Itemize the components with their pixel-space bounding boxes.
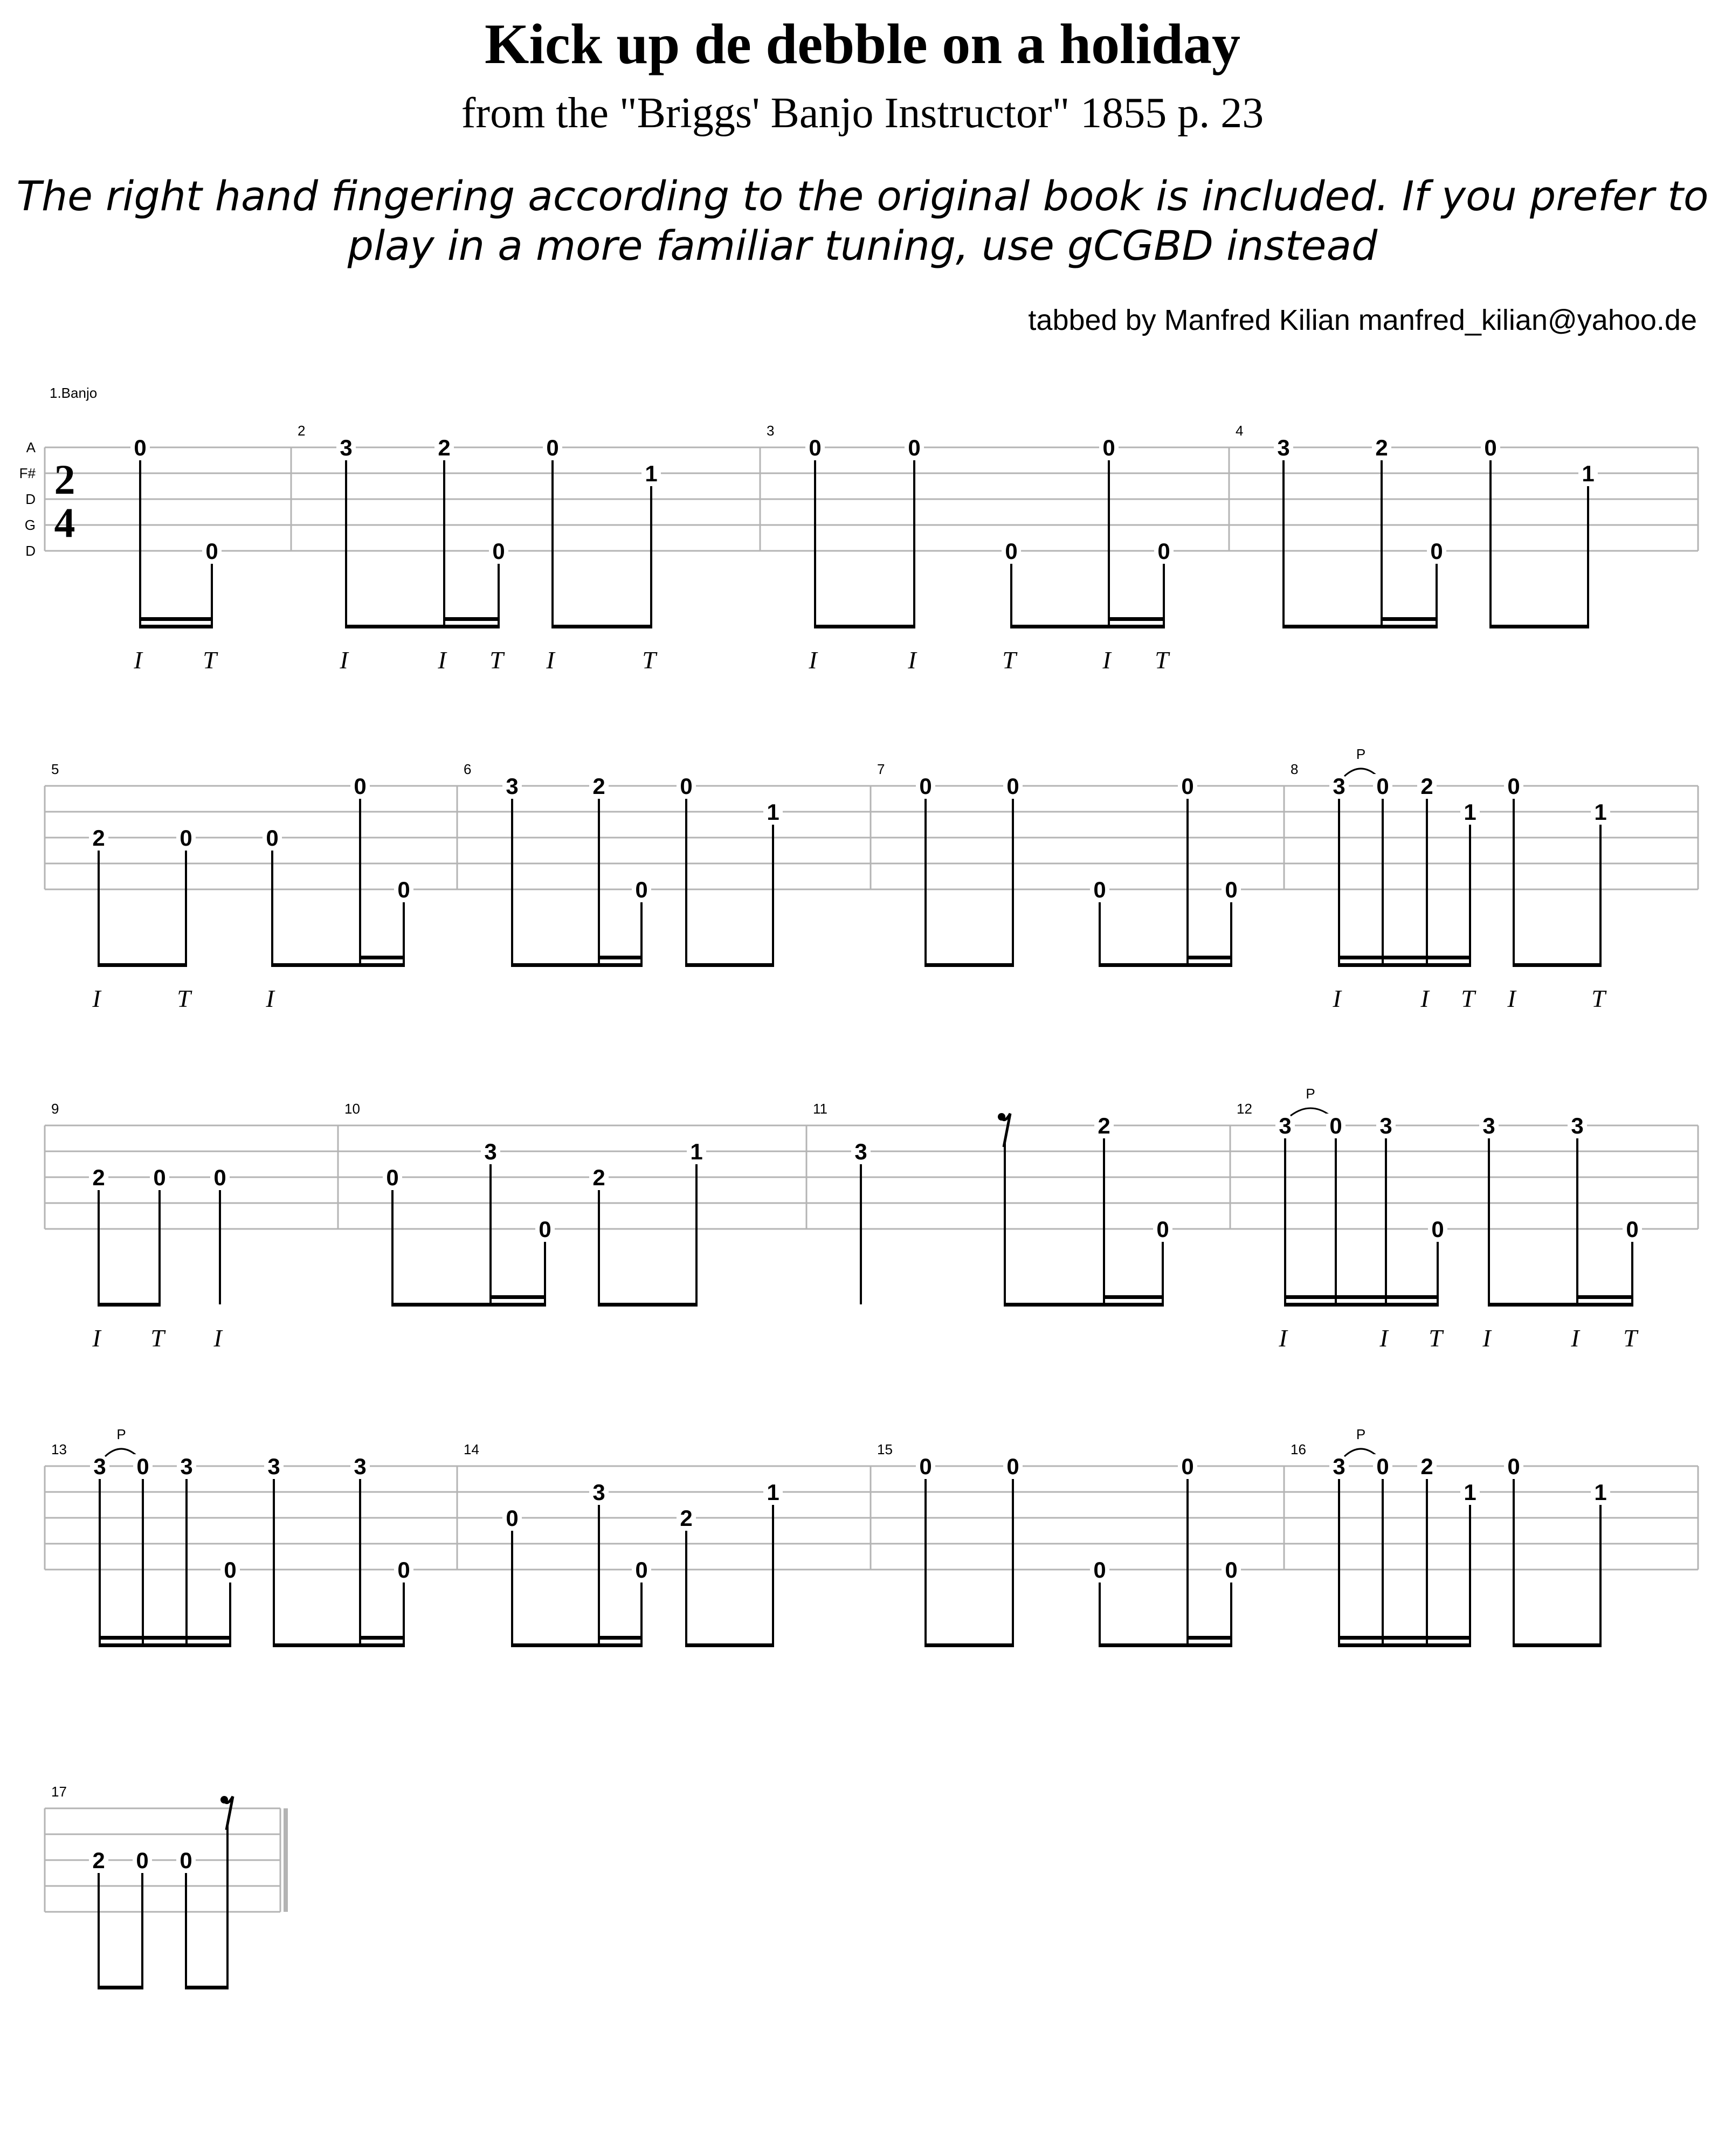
finger-label: T	[1461, 985, 1475, 1012]
beam-secondary	[1186, 1636, 1232, 1640]
fret-number: 0	[1157, 538, 1170, 564]
beam-secondary	[359, 1636, 405, 1640]
fret-number: 0	[180, 1848, 192, 1873]
string-name: D	[25, 543, 36, 559]
fret-number: 3	[354, 1454, 367, 1479]
pull-off-slur	[1344, 769, 1377, 776]
fret-number: 1	[690, 1139, 703, 1164]
fret-number: 0	[1626, 1217, 1639, 1242]
fret-number: 2	[592, 773, 605, 799]
finger-label: I	[546, 646, 555, 674]
finger-label: T	[1591, 985, 1605, 1012]
beam	[511, 963, 643, 967]
fret-number: 3	[1482, 1113, 1495, 1138]
measure-number: 6	[464, 761, 472, 777]
beam	[1282, 625, 1438, 628]
fret-number: 0	[386, 1165, 399, 1190]
song-subtitle: from the "Briggs' Banjo Instructor" 1855 p. 23	[461, 89, 1264, 137]
fret-number: 1	[767, 799, 779, 825]
pull-off-slur	[105, 1449, 137, 1456]
fret-number: 1	[1594, 1480, 1607, 1505]
measure-number: 12	[1237, 1101, 1252, 1117]
fret-number: 0	[1156, 1217, 1169, 1242]
finger-label: T	[489, 646, 503, 674]
measure-number: 3	[767, 423, 775, 439]
fret-number: 3	[93, 1454, 106, 1479]
beam	[924, 1643, 1014, 1647]
beam	[185, 1986, 229, 1989]
string-name: F#	[19, 465, 36, 481]
beam-secondary	[598, 956, 643, 959]
fret-number: 3	[854, 1139, 867, 1164]
fret-number: 0	[1376, 1454, 1389, 1479]
measure-number: 8	[1291, 761, 1299, 777]
string-name: G	[24, 517, 36, 533]
pull-off-label: P	[1356, 746, 1366, 762]
fret-number: 1	[645, 461, 658, 486]
fret-number: 1	[1594, 799, 1607, 825]
beam	[1099, 1643, 1232, 1647]
fret-number: 0	[1181, 773, 1194, 799]
finger-label: I	[1482, 1324, 1491, 1352]
fret-number: 2	[92, 1165, 105, 1190]
fret-number: 0	[1093, 1557, 1106, 1583]
beam	[1513, 963, 1602, 967]
finger-label: I	[92, 1324, 101, 1352]
pull-off-label: P	[1306, 1086, 1315, 1102]
beam-secondary	[489, 1295, 546, 1299]
measure-number: 14	[464, 1441, 479, 1457]
fret-number: 0	[1006, 1454, 1019, 1479]
finger-label: I	[1333, 985, 1341, 1012]
fret-number: 2	[92, 1848, 105, 1873]
fret-number: 0	[224, 1557, 237, 1583]
beam-secondary	[1103, 1295, 1164, 1299]
beam	[1284, 1303, 1439, 1307]
fret-number: 0	[213, 1165, 226, 1190]
measure-number: 16	[1291, 1441, 1306, 1457]
fret-number: 2	[680, 1505, 693, 1531]
fret-number: 0	[680, 773, 693, 799]
finger-label: T	[1002, 646, 1016, 674]
fret-number: 0	[1507, 1454, 1520, 1479]
fret-number: 0	[136, 1848, 149, 1873]
fret-number: 0	[1102, 435, 1115, 460]
beam	[98, 1986, 143, 1989]
finger-label: T	[1429, 1324, 1443, 1352]
fret-number: 0	[397, 1557, 410, 1583]
fret-number: 2	[1420, 773, 1433, 799]
fret-number: 0	[180, 825, 192, 851]
beam-secondary	[99, 1636, 231, 1640]
measure-number: 11	[813, 1101, 827, 1117]
finger-label: I	[809, 646, 817, 674]
beam	[1513, 1643, 1602, 1647]
fret-number: 1	[1464, 799, 1476, 825]
fret-number: 0	[1507, 773, 1520, 799]
fret-number: 2	[438, 435, 451, 460]
finger-label: T	[642, 646, 656, 674]
beam	[1488, 1303, 1633, 1307]
fret-number: 0	[134, 435, 147, 460]
beam-secondary	[1186, 956, 1232, 959]
fret-number: 0	[1329, 1113, 1342, 1138]
string-name: A	[26, 439, 36, 455]
beam-secondary	[1576, 1295, 1633, 1299]
measure-number: 4	[1236, 423, 1244, 439]
fret-number: 0	[1376, 773, 1389, 799]
measure-number: 9	[51, 1101, 59, 1117]
fret-number: 0	[919, 1454, 932, 1479]
measure-number: 13	[51, 1441, 67, 1457]
finger-label: I	[134, 646, 142, 674]
beam	[598, 1303, 698, 1307]
fret-number: 0	[809, 435, 822, 460]
fret-number: 3	[1279, 1113, 1292, 1138]
fret-number: 1	[767, 1480, 779, 1505]
beam	[814, 625, 915, 628]
fret-number: 0	[1430, 538, 1443, 564]
beam	[139, 625, 213, 628]
fret-number: 3	[340, 435, 353, 460]
beam-secondary	[139, 617, 213, 621]
fret-number: 3	[506, 773, 519, 799]
beam	[99, 1643, 231, 1647]
beam	[1010, 625, 1165, 628]
fret-number: 0	[539, 1217, 551, 1242]
fret-number: 0	[506, 1505, 519, 1531]
fret-number: 0	[635, 1557, 648, 1583]
pull-off-label: P	[116, 1426, 126, 1442]
fret-number: 0	[546, 435, 559, 460]
fret-number: 0	[492, 538, 505, 564]
finger-label: I	[1379, 1324, 1388, 1352]
beam-secondary	[598, 1636, 643, 1640]
credit-line: tabbed by Manfred Kilian manfred_kilian@yahoo.de	[1028, 304, 1697, 336]
beam-secondary	[1381, 617, 1438, 621]
measure-number: 10	[344, 1101, 360, 1117]
fret-number: 0	[908, 435, 921, 460]
measure-number: 17	[51, 1784, 67, 1800]
finger-label: T	[1155, 646, 1169, 674]
beam	[1338, 1643, 1471, 1647]
fret-number: 3	[1277, 435, 1290, 460]
fret-number: 1	[1464, 1480, 1476, 1505]
time-signature-top: 2	[54, 456, 75, 503]
instructions-line-1: The right hand fingering according to the original book is included. If you prefer to	[16, 172, 1709, 220]
finger-label: I	[1279, 1324, 1287, 1352]
fret-number: 2	[1420, 1454, 1433, 1479]
fret-number: 0	[1431, 1217, 1444, 1242]
finger-label: I	[438, 646, 446, 674]
instrument-label: 1.Banjo	[50, 385, 98, 401]
beam	[273, 1643, 405, 1647]
fret-number: 0	[1225, 1557, 1238, 1583]
beam	[391, 1303, 546, 1307]
fret-number: 0	[919, 773, 932, 799]
fret-number: 0	[266, 825, 279, 851]
fret-number: 3	[1333, 773, 1346, 799]
fret-number: 3	[267, 1454, 280, 1479]
fret-number: 1	[1582, 461, 1595, 486]
finger-label: I	[908, 646, 916, 674]
beam	[98, 963, 187, 967]
fret-number: 3	[180, 1454, 193, 1479]
fret-number: 0	[354, 773, 367, 799]
measure-number: 7	[877, 761, 885, 777]
eighth-rest-dot	[998, 1113, 1005, 1121]
fret-number: 3	[484, 1139, 497, 1164]
finger-label: I	[1102, 646, 1111, 674]
fret-number: 3	[592, 1480, 605, 1505]
beam-secondary	[359, 956, 405, 959]
fret-number: 0	[1484, 435, 1497, 460]
beam-secondary	[443, 617, 500, 621]
finger-label: T	[203, 646, 217, 674]
fret-number: 0	[397, 877, 410, 902]
fret-number: 0	[205, 538, 218, 564]
fret-number: 0	[1093, 877, 1106, 902]
song-title: Kick up de debble on a holiday	[485, 12, 1240, 75]
beam	[271, 963, 405, 967]
fret-number: 3	[1379, 1113, 1392, 1138]
fret-number: 2	[1375, 435, 1388, 460]
finger-label: T	[150, 1324, 164, 1352]
finger-label: I	[266, 985, 274, 1012]
fret-number: 0	[635, 877, 648, 902]
measure-number: 15	[877, 1441, 893, 1457]
finger-label: T	[177, 985, 191, 1012]
fret-number: 2	[1098, 1113, 1110, 1138]
fret-number: 3	[1571, 1113, 1584, 1138]
finger-label: I	[340, 646, 348, 674]
pull-off-slur	[1291, 1108, 1330, 1116]
fret-number: 0	[1181, 1454, 1194, 1479]
beam-secondary	[1338, 1636, 1471, 1640]
beam	[1338, 963, 1471, 967]
fret-number: 0	[153, 1165, 166, 1190]
beam-secondary	[1284, 1295, 1439, 1299]
measure-number: 2	[298, 423, 306, 439]
beam-secondary	[1338, 956, 1471, 959]
finger-label: I	[213, 1324, 222, 1352]
beam	[98, 1303, 161, 1307]
beam	[1489, 625, 1589, 628]
eighth-rest-dot	[220, 1796, 228, 1803]
measure-number: 5	[51, 761, 59, 777]
finger-label: I	[92, 985, 101, 1012]
instructions-line-2: play in a more familiar tuning, use gCGBD instead	[347, 222, 1378, 270]
beam	[1099, 963, 1232, 967]
beam	[511, 1643, 643, 1647]
fret-number: 0	[1225, 877, 1238, 902]
finger-label: T	[1623, 1324, 1637, 1352]
fret-number: 3	[1333, 1454, 1346, 1479]
fret-number: 0	[136, 1454, 149, 1479]
pull-off-label: P	[1356, 1426, 1366, 1442]
time-signature-bottom: 4	[54, 499, 75, 546]
string-name: D	[25, 491, 36, 507]
fret-number: 2	[92, 825, 105, 851]
beam	[345, 625, 500, 628]
finger-label: I	[1571, 1324, 1579, 1352]
beam	[551, 625, 652, 628]
beam	[1004, 1303, 1164, 1307]
beam-secondary	[1108, 617, 1165, 621]
finger-label: I	[1420, 985, 1429, 1012]
beam	[924, 963, 1014, 967]
pull-off-slur	[1344, 1449, 1377, 1456]
fret-number: 0	[1006, 773, 1019, 799]
beam	[685, 963, 774, 967]
fret-number: 2	[592, 1165, 605, 1190]
finger-label: I	[1507, 985, 1516, 1012]
fret-number: 0	[1005, 538, 1018, 564]
beam	[685, 1643, 774, 1647]
